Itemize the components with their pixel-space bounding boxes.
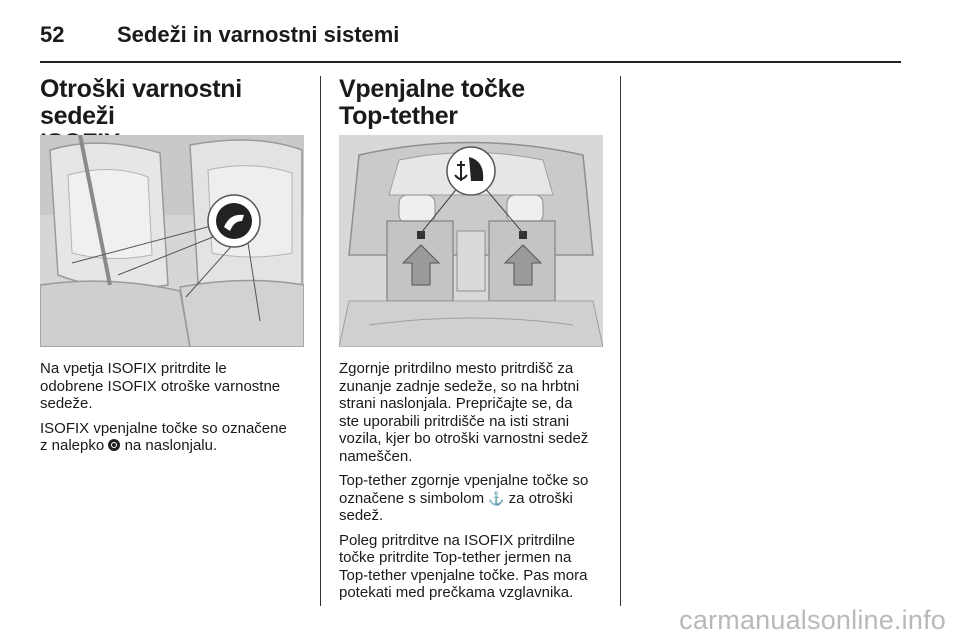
isofix-illustration <box>40 135 304 347</box>
top-tether-symbol-icon: ⚓ <box>488 490 505 506</box>
page-header <box>40 14 900 60</box>
text-line: Zgornje pritrdilno mesto pritrdišč za <box>339 360 574 377</box>
top-tether-paragraph-2 <box>339 472 609 525</box>
text-line: ste uporabili pritrdišče na isti strani <box>339 412 570 430</box>
text-line: strani naslonjala. Prepričajte se, da <box>339 395 573 412</box>
isofix-text <box>40 360 310 462</box>
watermark: carmanualsonline.info <box>679 605 946 635</box>
text-line: nameščen. <box>339 447 413 465</box>
top-tether-heading <box>339 76 603 130</box>
header-title: Sedeži in varnostni sistemi <box>117 22 400 47</box>
text-line: označene s simbolom <box>339 489 485 507</box>
column-divider <box>620 76 621 606</box>
text-line: Na vpetja ISOFIX pritrdite le <box>40 360 227 377</box>
text-line: sedeže. <box>40 395 93 412</box>
top-tether-section <box>339 75 603 601</box>
isofix-heading-line1: Otroški varnostni sedeži <box>40 75 242 130</box>
top-tether-illustration <box>339 135 603 347</box>
text-line: z nalepko <box>40 437 105 454</box>
top-tether-paragraph-3 <box>339 532 609 602</box>
isofix-paragraph-2 <box>40 420 310 455</box>
text-line: potekati med prečkama vzglavnika. <box>339 584 574 601</box>
header-rule <box>40 61 901 63</box>
text-line: sedež. <box>339 507 384 524</box>
top-tether-text <box>339 360 609 609</box>
top-tether-paragraph-1 <box>339 360 609 465</box>
top-tether-heading-line2: Top-tether <box>339 102 458 130</box>
text-line: Poleg pritrditve na ISOFIX pritrdilne <box>339 531 575 549</box>
text-line: za otroški <box>508 489 573 507</box>
text-line: vozila, kjer bo otroški varnostni sedež <box>339 430 589 447</box>
page-number: 52 <box>40 22 65 47</box>
text-line: točke pritrdite Top-tether jermen na <box>339 549 572 566</box>
isofix-paragraph-1 <box>40 360 310 413</box>
text-line: ISOFIX vpenjalne točke so označene <box>40 419 287 437</box>
column-divider <box>320 76 321 606</box>
text-line: zunanje zadnje sedeže, so na hrbtni <box>339 377 580 395</box>
text-line: Top-tether zgornje vpenjalne točke so <box>339 472 589 489</box>
text-line: odobrene ISOFIX otroške varnostne <box>40 377 281 395</box>
top-tether-heading-line1: Vpenjalne točke <box>339 75 525 103</box>
text-line: Top-tether vpenjalne točke. Pas mora <box>339 566 588 584</box>
isofix-section <box>40 75 304 454</box>
isofix-label-icon <box>108 439 120 451</box>
text-line: na naslonjalu. <box>124 437 218 454</box>
